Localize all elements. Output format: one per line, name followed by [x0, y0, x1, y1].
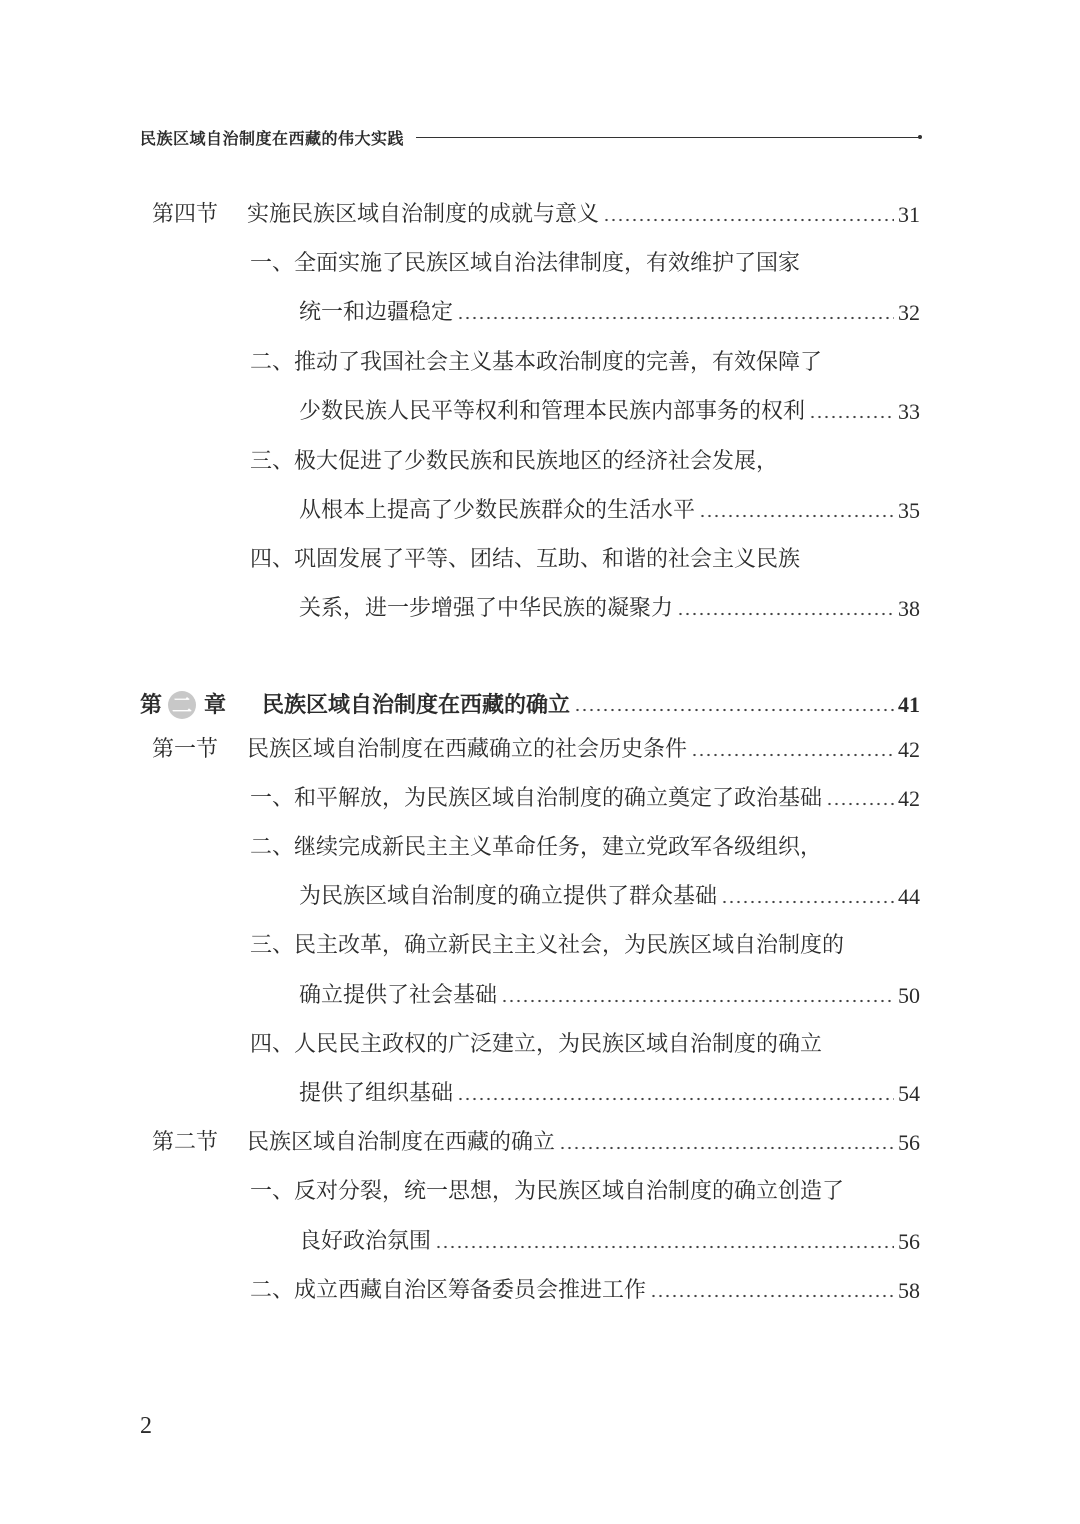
leader-dots [603, 204, 894, 226]
item-title: 为民族区域自治制度的确立提供了群众基础 [299, 884, 718, 909]
leader-dots [559, 1132, 894, 1154]
toc-item-row[interactable] [0, 392, 1080, 432]
chapter-label-suffix: 章 [204, 692, 227, 718]
toc-section-row[interactable] [0, 195, 1080, 235]
section-title: 民族区域自治制度在西藏确立的社会历史条件 [247, 737, 688, 762]
leader-dots [691, 739, 894, 761]
toc-item-row[interactable] [0, 343, 1080, 383]
item-title: 良好政治氛围 [299, 1229, 432, 1254]
leader-dots [699, 500, 894, 522]
toc-item-row[interactable] [0, 293, 1080, 333]
page-ref: 44 [898, 884, 920, 909]
toc-section-row[interactable] [0, 1123, 1080, 1163]
item-title: 二、继续完成新民主主义革命任务，建立党政军各级组织， [250, 835, 823, 860]
item-title: 少数民族人民平等权利和管理本民族内部事务的权利 [299, 399, 806, 424]
toc-item-row[interactable] [0, 926, 1080, 966]
section-title: 民族区域自治制度在西藏的确立 [247, 1130, 556, 1155]
item-title: 四、巩固发展了平等、团结、互助、和谐的社会主义民族 [250, 547, 801, 572]
section-label: 第二节 [152, 1130, 219, 1155]
leader-dots [809, 401, 894, 423]
leader-dots [721, 886, 894, 908]
page-ref: 32 [898, 300, 920, 325]
chapter-title: 民族区域自治制度在西藏的确立 [262, 692, 571, 718]
toc-item-row[interactable] [0, 877, 1080, 917]
leader-dots [574, 694, 894, 716]
item-title: 二、成立西藏自治区筹备委员会推进工作 [250, 1278, 647, 1303]
toc-item-row[interactable] [0, 589, 1080, 629]
page-ref: 54 [898, 1081, 920, 1106]
leader-dots [826, 788, 894, 810]
leader-dots [501, 985, 894, 1007]
section-label: 第一节 [152, 737, 219, 762]
toc-item-row[interactable] [0, 976, 1080, 1016]
item-title: 统一和边疆稳定 [299, 300, 454, 325]
page-ref: 56 [898, 1130, 920, 1155]
page-ref: 50 [898, 983, 920, 1008]
running-head-title: 民族区域自治制度在西藏的伟大实践 [140, 128, 405, 148]
item-title: 三、极大促进了少数民族和民族地区的经济社会发展， [250, 449, 779, 474]
toc-item-row[interactable] [0, 1271, 1080, 1311]
item-title: 一、全面实施了民族区域自治法律制度，有效维护了国家 [250, 251, 801, 276]
toc-item-row[interactable] [0, 1172, 1080, 1212]
item-title: 从根本上提高了少数民族群众的生活水平 [299, 498, 696, 523]
item-title: 确立提供了社会基础 [299, 983, 498, 1008]
page-ref: 56 [898, 1229, 920, 1254]
chapter-label-prefix: 第 [140, 692, 163, 718]
item-title: 关系，进一步增强了中华民族的凝聚力 [299, 596, 674, 621]
leader-dots [457, 1083, 894, 1105]
leader-dots [677, 598, 894, 620]
running-head [140, 122, 920, 152]
toc-section-row[interactable] [0, 730, 1080, 770]
toc-item-row[interactable] [0, 828, 1080, 868]
page-ref: 31 [898, 202, 920, 227]
toc-item-row[interactable] [0, 244, 1080, 284]
page-ref: 42 [898, 737, 920, 762]
item-title: 一、反对分裂，统一思想，为民族区域自治制度的确立创造了 [250, 1179, 845, 1204]
toc-item-row[interactable] [0, 540, 1080, 580]
running-head-rule [416, 137, 920, 138]
toc-item-row[interactable] [0, 442, 1080, 482]
toc-item-row[interactable] [0, 491, 1080, 531]
toc-item-row[interactable] [0, 779, 1080, 819]
item-title: 三、民主改革，确立新民主主义社会，为民族区域自治制度的 [250, 933, 845, 958]
item-title: 二、推动了我国社会主义基本政治制度的完善，有效保障了 [250, 350, 823, 375]
section-title: 实施民族区域自治制度的成就与意义 [247, 202, 600, 227]
section-label: 第四节 [152, 202, 219, 227]
page-ref: 42 [898, 786, 920, 811]
page-ref: 41 [898, 692, 920, 717]
item-title: 提供了组织基础 [299, 1081, 454, 1106]
page-number: 2 [140, 1413, 152, 1439]
toc-chapter-row[interactable] [0, 685, 1080, 725]
page-ref: 58 [898, 1278, 920, 1303]
page-ref: 33 [898, 399, 920, 424]
page-ref: 38 [898, 596, 920, 621]
chapter-number-badge: 二 [168, 691, 196, 719]
leader-dots [435, 1231, 894, 1253]
leader-dots [457, 302, 894, 324]
toc-item-row[interactable] [0, 1025, 1080, 1065]
item-title: 一、和平解放，为民族区域自治制度的确立奠定了政治基础 [250, 786, 823, 811]
leader-dots [650, 1280, 894, 1302]
item-title: 四、人民民主政权的广泛建立，为民族区域自治制度的确立 [250, 1032, 823, 1057]
chapter-label [140, 685, 226, 725]
page-ref: 35 [898, 498, 920, 523]
toc-item-row[interactable] [0, 1074, 1080, 1114]
toc-item-row[interactable] [0, 1222, 1080, 1262]
